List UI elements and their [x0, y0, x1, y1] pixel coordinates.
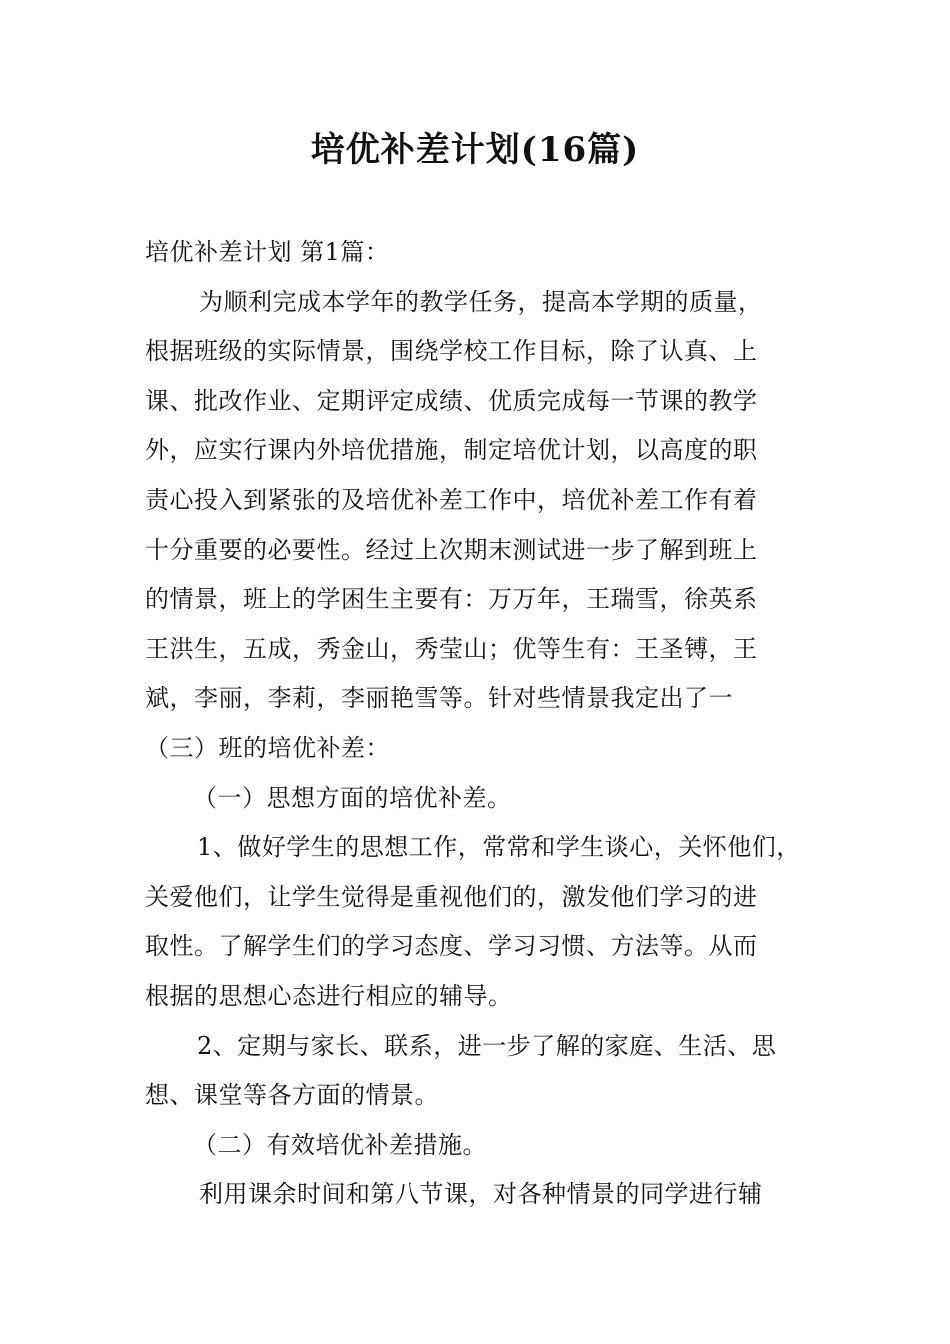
paragraph-line: 课、批改作业、定期评定成绩、优质完成每一节课的教学 — [145, 386, 758, 415]
subsection-heading: （二）有效培优补差措施。 — [193, 1130, 487, 1159]
section-heading: 培优补差计划 第1篇： — [145, 238, 390, 266]
paragraph-line: 关爱他们，让学生觉得是重视他们的，激发他们学习的进 — [145, 882, 758, 911]
paragraph-line: 想、课堂等各方面的情景。 — [145, 1081, 439, 1110]
paragraph-line: 的情景，班上的学困生主要有：万万年，王瑞雪，徐英系 — [145, 585, 758, 614]
paragraph-line: 根据的思想心态进行相应的辅导。 — [145, 981, 513, 1010]
paragraph-line: 利用课余时间和第八节课，对各种情景的同学进行辅 — [199, 1180, 763, 1209]
document-title: 培优补差计划(16篇) — [310, 130, 640, 170]
paragraph-line: 十分重要的必要性。经过上次期末测试进一步了解到班上 — [145, 535, 758, 564]
paragraph-line: 外，应实行课内外培优措施，制定培优计划，以高度的职 — [145, 436, 758, 465]
subsection-heading: （一）思想方面的培优补差。 — [193, 783, 512, 812]
paragraph-line: 斌，李丽，李莉，李丽艳雪等。针对些情景我定出了一 — [145, 684, 733, 713]
paragraph-line: 王洪生，五成，秀金山，秀莹山；优等生有：王圣镈，王 — [145, 634, 758, 663]
paragraph-line: 1、做好学生的思想工作，常常和学生谈心，关怀他们， — [197, 833, 801, 862]
paragraph-line: 根据班级的实际情景，围绕学校工作目标，除了认真、上 — [145, 337, 758, 366]
paragraph-line: 2、定期与家长、联系，进一步了解的家庭、生活、思 — [197, 1031, 777, 1060]
document-body — [145, 228, 825, 1220]
paragraph-line: 取性。了解学生们的学习态度、学习习惯、方法等。从而 — [145, 932, 758, 961]
paragraph-line: 责心投入到紧张的及培优补差工作中，培优补差工作有着 — [145, 485, 758, 514]
paragraph-line: （三）班的培优补差： — [145, 733, 390, 762]
paragraph-line: 为顺利完成本学年的教学任务，提高本学期的质量， — [199, 287, 763, 316]
